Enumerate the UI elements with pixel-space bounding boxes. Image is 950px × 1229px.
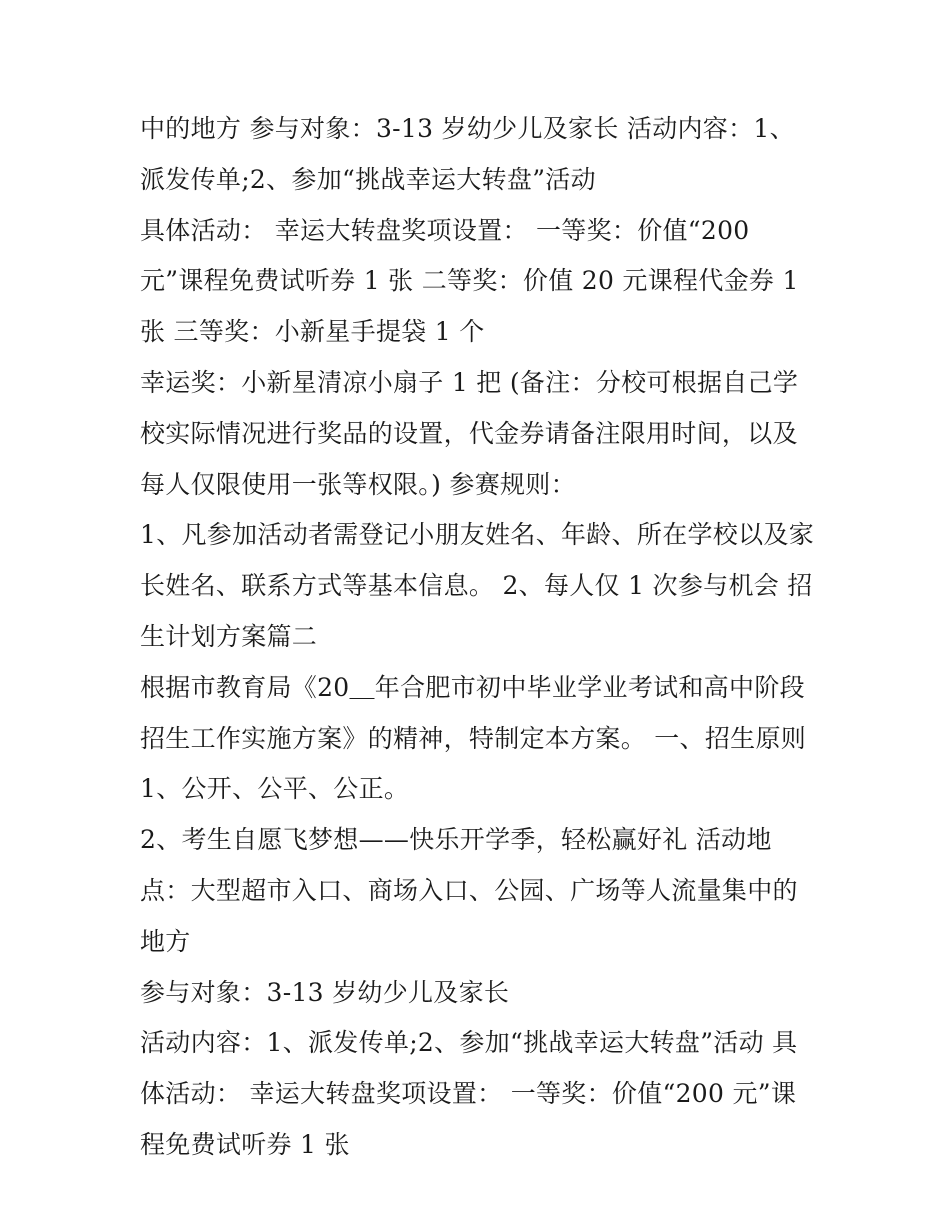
paragraph-8: 活动内容：1、派发传单;2、参加“挑战幸运大转盘”活动 具体活动： 幸运大转盘奖项设置： 一等奖：价值“200 元”课程免费试听券 1 张 xyxy=(140,1028,798,1159)
document-body xyxy=(140,104,820,1171)
paragraph-1: 中的地方 参与对象：3-13 岁幼少儿及家长 活动内容：1、派发传单;2、参加“挑战幸运大转盘”活动 xyxy=(140,114,795,194)
paragraph-3: 幸运奖：小新星清凉小扇子 1 把 (备注：分校可根据自己学校实际情况进行奖品的设置，代金券请备注限用时间，以及每人仅限使用一张等权限。) 参赛规则： xyxy=(140,367,799,499)
paragraph-4: 1、凡参加活动者需登记小朋友姓名、年龄、所在学校以及家长姓名、联系方式等基本信息。 2、每人仅 1 次参与机会 招生计划方案篇二 xyxy=(140,520,815,651)
paragraph-5: 根据市教育局《20＿年合肥市初中毕业学业考试和高中阶段招生工作实施方案》的精神，特制定本方案。 一、招生原则 1、公开、公平、公正。 xyxy=(140,672,807,804)
paragraph-2: 具体活动： 幸运大转盘奖项设置： 一等奖：价值“200 元”课程免费试听券 1 张 二等奖：价值 20 元课程代金券 1 张 三等奖：小新星手提袋 1 个 xyxy=(140,215,799,347)
paragraph-7: 参与对象：3-13 岁幼少儿及家长 xyxy=(140,977,510,1007)
paragraph-6: 2、考生自愿飞梦想——快乐开学季，轻松赢好礼 活动地点：大型超市入口、商场入口、公园、广场等人流量集中的地方 xyxy=(140,825,798,956)
